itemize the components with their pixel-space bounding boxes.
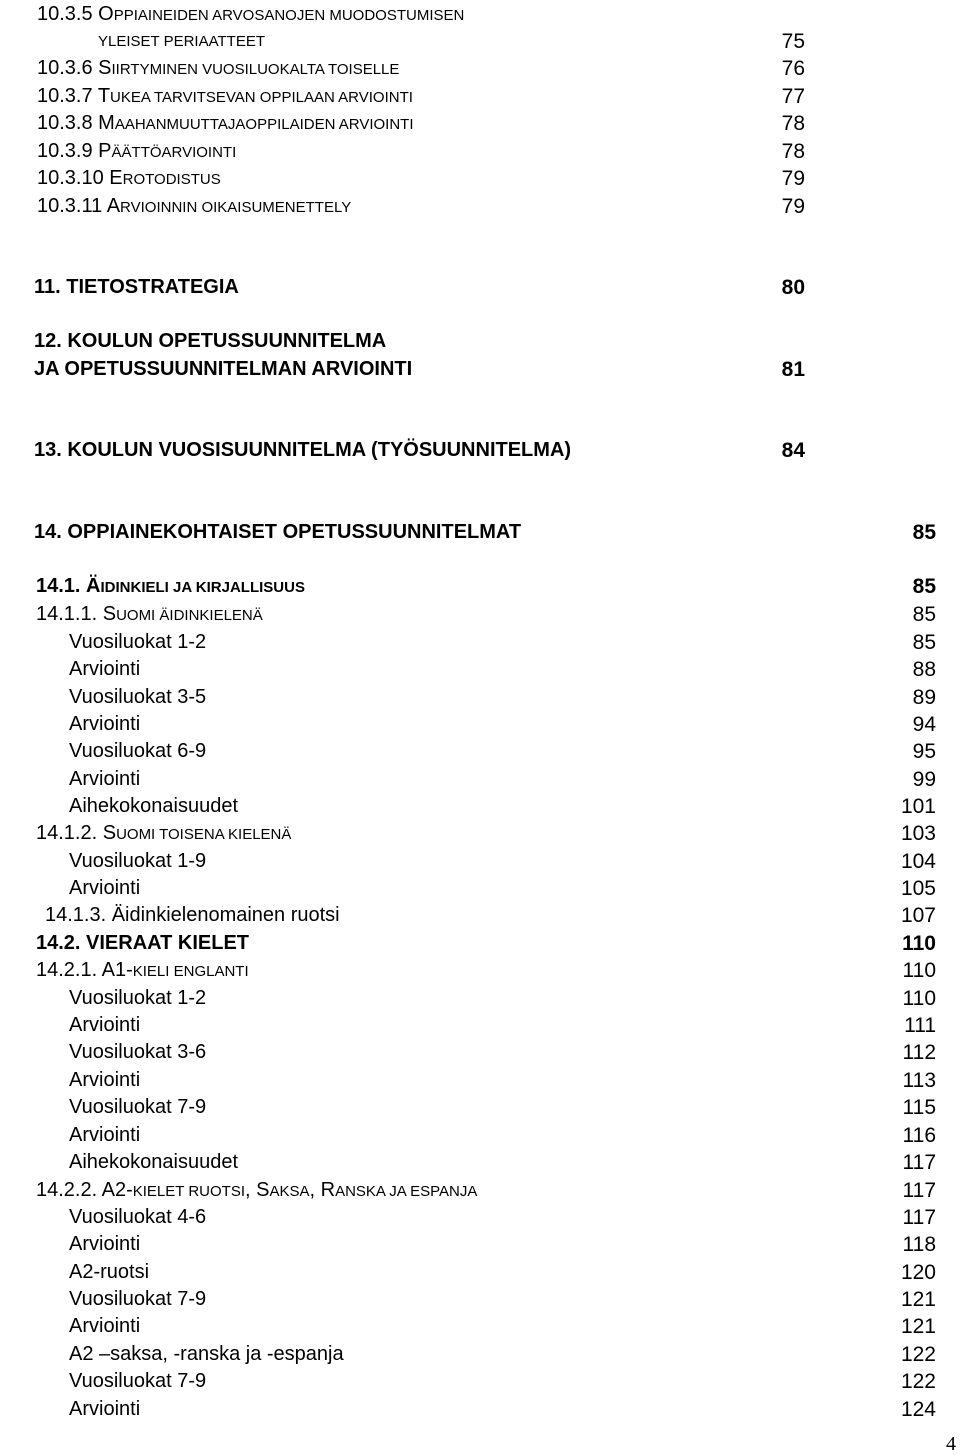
toc-title: ANSKA JA ESPANJA: [335, 1183, 478, 1200]
toc-page: 94: [912, 713, 936, 736]
toc-page: 95: [912, 740, 936, 763]
toc-item[interactable]: Vuosiluokat 1-9: [69, 850, 207, 872]
toc-item[interactable]: Arviointi: [69, 1014, 141, 1036]
toc-page: 111: [904, 1014, 936, 1037]
toc-num: 10.3.10: [37, 167, 110, 189]
toc-page: 85: [912, 603, 936, 626]
toc-item[interactable]: Arviointi: [69, 1069, 141, 1091]
toc-title: PPIAINEIDEN ARVOSANOJEN MUODOSTUMISEN: [113, 7, 465, 24]
toc-page: 101: [900, 795, 936, 818]
toc-page: 113: [902, 1069, 936, 1092]
toc-initial: T: [97, 85, 111, 107]
toc-section-14-1-3[interactable]: 14.1.3. Äidinkielenomainen ruotsi: [45, 904, 340, 926]
toc-page: 79: [781, 167, 805, 190]
toc-initial: E: [109, 167, 123, 189]
toc-entry-10-3-8[interactable]: [37, 113, 414, 133]
toc-item[interactable]: A2 –saksa, -ranska ja -espanja: [69, 1343, 344, 1365]
toc-page: 84: [781, 439, 805, 462]
toc-page: 120: [900, 1261, 936, 1284]
toc-item[interactable]: Vuosiluokat 7-9: [69, 1370, 207, 1392]
toc-num: 10.3.6: [37, 57, 99, 79]
toc-page: 80: [781, 276, 805, 299]
toc-item[interactable]: Vuosiluokat 7-9: [69, 1096, 207, 1118]
toc-page: 115: [902, 1096, 936, 1119]
toc-page: 89: [912, 686, 936, 709]
toc-item[interactable]: Arviointi: [69, 768, 141, 790]
toc-section-14-1[interactable]: [36, 576, 305, 596]
toc-chapter-12-cont[interactable]: JA OPETUSSUUNNITELMAN ARVIOINTI: [34, 358, 413, 380]
toc-initial: P: [98, 140, 112, 162]
toc-entry-10-3-9[interactable]: [37, 141, 236, 161]
toc-num: 14.1.2. S: [36, 822, 117, 844]
toc-page: 117: [902, 1179, 936, 1202]
toc-page: 88: [912, 658, 936, 681]
toc-item[interactable]: Arviointi: [69, 713, 141, 735]
toc-title: UOMI ÄIDINKIELENÄ: [116, 607, 263, 624]
toc-title: KIELET RUOTSI: [132, 1183, 246, 1200]
toc-page: 85: [912, 521, 936, 544]
toc-title: IIRTYMINEN VUOSILUOKALTA TOISELLE: [111, 61, 400, 78]
toc-section-14-1-2[interactable]: [36, 823, 291, 843]
toc-item[interactable]: Vuosiluokat 7-9: [69, 1288, 207, 1310]
toc-title: RVIOINNIN OIKAISUMENETTELY: [120, 199, 352, 216]
toc-page: 105: [900, 877, 936, 900]
toc-item[interactable]: Vuosiluokat 1-2: [69, 987, 207, 1009]
toc-chapter-14[interactable]: 14. OPPIAINEKOHTAISET OPETUSSUUNNITELMAT: [34, 521, 522, 543]
toc-page: 122: [900, 1370, 936, 1393]
toc-initial: M: [98, 112, 115, 134]
toc-page: 81: [781, 358, 805, 381]
toc-page: 85: [912, 631, 936, 654]
toc-page: 110: [902, 932, 936, 955]
toc-page: 122: [900, 1343, 936, 1366]
toc-initial: S: [98, 57, 112, 79]
toc-page: 99: [912, 768, 936, 791]
toc-initial: , R: [309, 1179, 336, 1201]
toc-page: 79: [781, 195, 805, 218]
toc-chapter-13[interactable]: 13. KOULUN VUOSISUUNNITELMA (TYÖSUUNNITELMA): [34, 439, 572, 461]
toc-page: 118: [902, 1233, 936, 1256]
toc-page: 110: [902, 987, 936, 1010]
toc-title: AAHANMUUTTAJAOPPILAIDEN ARVIOINTI: [114, 116, 414, 133]
toc-page: 117: [902, 1151, 936, 1174]
toc-entry-10-3-5[interactable]: [37, 4, 464, 24]
toc-item[interactable]: Vuosiluokat 4-6: [69, 1206, 207, 1228]
toc-page: 110: [902, 959, 936, 982]
toc-title: ROTODISTUS: [122, 171, 221, 188]
page-number: 4: [946, 1433, 956, 1455]
toc-title: ÄÄTTÖARVIOINTI: [111, 144, 237, 161]
toc-num: 14.2.2. A2-: [36, 1179, 133, 1201]
toc-page: 78: [781, 112, 805, 135]
toc-item[interactable]: A2-ruotsi: [69, 1261, 150, 1283]
toc-entry-10-3-11[interactable]: [37, 196, 351, 216]
toc-page: 75: [781, 30, 805, 53]
toc-title: IDINKIELI JA KIRJALLISUUS: [100, 579, 305, 596]
toc-page: 107: [900, 904, 936, 927]
toc-item[interactable]: Vuosiluokat 3-6: [69, 1041, 207, 1063]
toc-page: 116: [902, 1124, 936, 1147]
toc-item[interactable]: Arviointi: [69, 1233, 141, 1255]
toc-page: 85: [912, 575, 936, 598]
toc-item[interactable]: Arviointi: [69, 1315, 141, 1337]
toc-num: 14.1.1. S: [36, 603, 117, 625]
toc-item[interactable]: Vuosiluokat 3-5: [69, 686, 207, 708]
toc-num: 10.3.9: [37, 140, 99, 162]
toc-page: 104: [900, 850, 936, 873]
toc-entry-10-3-5-cont[interactable]: YLEISET PERIAATTEET: [98, 33, 265, 50]
toc-item[interactable]: Arviointi: [69, 1398, 141, 1420]
toc-item[interactable]: Arviointi: [69, 658, 141, 680]
toc-initial: A: [106, 195, 121, 217]
toc-section-14-2-1[interactable]: [36, 960, 249, 980]
toc-section-14-2[interactable]: 14.2. VIERAAT KIELET: [36, 932, 250, 954]
toc-chapter-11[interactable]: 11. TIETOSTRATEGIA: [34, 276, 239, 298]
toc-num: 10.3.5: [37, 3, 99, 25]
toc-initial: , S: [245, 1179, 270, 1201]
toc-item[interactable]: Vuosiluokat 6-9: [69, 740, 207, 762]
toc-num: 14.2.1. A1-: [36, 959, 133, 981]
toc-item[interactable]: Arviointi: [69, 877, 141, 899]
toc-item[interactable]: Aihekokonaisuudet: [69, 795, 239, 817]
toc-page: 117: [902, 1206, 936, 1229]
toc-section-14-1-1[interactable]: [36, 604, 263, 624]
toc-item[interactable]: Aihekokonaisuudet: [69, 1151, 239, 1173]
toc-entry-10-3-7[interactable]: [37, 86, 413, 106]
toc-page: 121: [900, 1315, 936, 1338]
toc-item[interactable]: Arviointi: [69, 1124, 141, 1146]
toc-entry-10-3-6[interactable]: [37, 58, 399, 78]
toc-page: 78: [781, 140, 805, 163]
toc-page: 76: [781, 57, 805, 80]
toc-page: 121: [900, 1288, 936, 1311]
toc-title: UOMI TOISENA KIELENÄ: [116, 826, 292, 843]
toc-num: 14.1. Ä: [36, 575, 101, 597]
toc-num: 10.3.8: [37, 112, 99, 134]
toc-page: 112: [902, 1041, 936, 1064]
toc-page: 77: [781, 85, 805, 108]
toc-section-14-2-2[interactable]: [36, 1180, 477, 1200]
toc-entry-10-3-10[interactable]: [37, 168, 221, 188]
toc-num: 10.3.11: [37, 195, 107, 217]
toc-page: 124: [900, 1398, 936, 1421]
toc-title: UKEA TARVITSEVAN OPPILAAN ARVIOINTI: [110, 89, 413, 106]
toc-initial: O: [98, 3, 114, 25]
toc-chapter-12[interactable]: 12. KOULUN OPETUSSUUNNITELMA: [34, 330, 387, 352]
toc-title: AKSA: [269, 1183, 310, 1200]
toc-page: 103: [900, 822, 936, 845]
toc-title: KIELI ENGLANTI: [132, 963, 249, 980]
toc-num: 10.3.7: [37, 85, 98, 107]
toc-item[interactable]: Vuosiluokat 1-2: [69, 631, 207, 653]
